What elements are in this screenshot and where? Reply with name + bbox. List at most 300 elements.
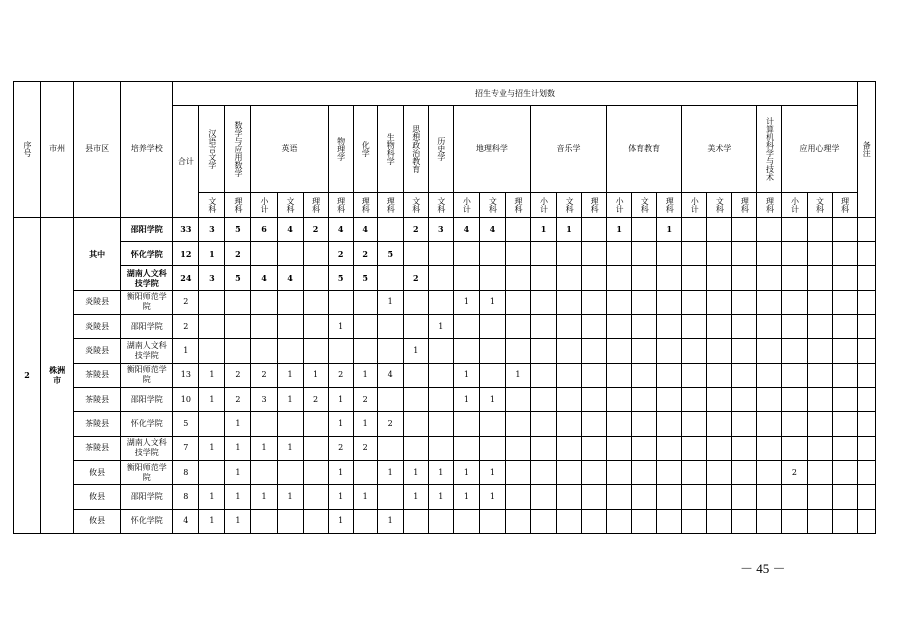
value-cell: 1: [353, 412, 377, 436]
value-cell: [682, 387, 707, 411]
value-cell: [632, 412, 657, 436]
value-cell: [832, 315, 857, 339]
value-cell: [582, 339, 607, 363]
value-cell: [707, 412, 732, 436]
value-cell: 5: [328, 266, 353, 290]
value-cell: 1: [225, 412, 251, 436]
value-cell: [632, 290, 657, 314]
value-cell: [303, 315, 328, 339]
table-row: [14, 460, 876, 484]
value-cell: 4: [377, 363, 403, 387]
value-cell: [832, 339, 857, 363]
value-cell: [782, 387, 807, 411]
value-cell: [757, 363, 782, 387]
value-cell: [557, 436, 582, 460]
table-row: [14, 315, 876, 339]
header-major: 物理学: [328, 106, 353, 193]
value-cell: [530, 242, 556, 266]
value-cell: [557, 315, 582, 339]
value-cell: [807, 217, 832, 241]
value-cell: [251, 242, 277, 266]
remark-cell: [857, 485, 875, 509]
value-cell: [505, 290, 530, 314]
value-cell: [251, 290, 277, 314]
school-cell: 湖南人文科技学院: [121, 339, 173, 363]
value-cell: [530, 485, 556, 509]
remark-cell: [857, 290, 875, 314]
value-cell: [632, 217, 657, 241]
county-cell: 炎陵县: [74, 290, 121, 314]
value-cell: 5: [377, 242, 403, 266]
value-cell: 1: [453, 363, 479, 387]
value-cell: [479, 266, 505, 290]
value-cell: 1: [377, 290, 403, 314]
value-cell: [832, 387, 857, 411]
value-cell: [632, 363, 657, 387]
value-cell: [582, 460, 607, 484]
header-county: 县市区: [74, 82, 121, 218]
value-cell: [732, 217, 757, 241]
value-cell: [303, 290, 328, 314]
value-cell: [557, 387, 582, 411]
value-cell: [428, 266, 453, 290]
value-cell: 2: [377, 412, 403, 436]
value-cell: [707, 485, 732, 509]
value-cell: 1: [251, 485, 277, 509]
value-cell: [807, 436, 832, 460]
value-cell: [353, 339, 377, 363]
header-sub: 文科: [479, 193, 505, 217]
county-cell: 攸县: [74, 460, 121, 484]
value-cell: 1: [277, 485, 303, 509]
value-cell: [403, 436, 428, 460]
value-cell: [732, 412, 757, 436]
value-cell: 1: [403, 460, 428, 484]
value-cell: 1: [225, 509, 251, 533]
table-row: [14, 290, 876, 314]
value-cell: 1: [557, 217, 582, 241]
value-cell: [807, 363, 832, 387]
header-sub: 理科: [657, 193, 682, 217]
value-cell: [505, 387, 530, 411]
school-cell: 湖南人文科技学院: [121, 266, 173, 290]
value-cell: [377, 387, 403, 411]
header-sub: 小计: [782, 193, 807, 217]
value-cell: [707, 436, 732, 460]
remark-cell: [857, 412, 875, 436]
value-cell: [832, 412, 857, 436]
value-cell: [682, 509, 707, 533]
value-cell: [557, 339, 582, 363]
value-cell: [832, 266, 857, 290]
school-cell: 邵阳学院: [121, 485, 173, 509]
value-cell: [582, 509, 607, 533]
value-cell: [657, 436, 682, 460]
value-cell: 5: [173, 412, 199, 436]
school-cell: 邵阳学院: [121, 315, 173, 339]
value-cell: [303, 412, 328, 436]
value-cell: [225, 315, 251, 339]
value-cell: [582, 266, 607, 290]
value-cell: [782, 242, 807, 266]
value-cell: [682, 266, 707, 290]
county-cell: 炎陵县: [74, 315, 121, 339]
value-cell: 3: [428, 217, 453, 241]
value-cell: [303, 242, 328, 266]
remark-cell: [857, 266, 875, 290]
value-cell: [757, 315, 782, 339]
value-cell: 24: [173, 266, 199, 290]
header-remark: 备注: [857, 82, 875, 218]
value-cell: [807, 460, 832, 484]
group-city: 株洲市: [41, 217, 74, 533]
value-cell: 1: [453, 460, 479, 484]
table-row: [14, 363, 876, 387]
value-cell: [607, 266, 632, 290]
value-cell: [251, 509, 277, 533]
value-cell: [277, 412, 303, 436]
value-cell: [377, 436, 403, 460]
value-cell: [832, 460, 857, 484]
value-cell: 1: [328, 315, 353, 339]
value-cell: [632, 315, 657, 339]
value-cell: [557, 509, 582, 533]
value-cell: [807, 485, 832, 509]
value-cell: 1: [328, 460, 353, 484]
value-cell: [807, 412, 832, 436]
value-cell: [682, 363, 707, 387]
value-cell: [757, 290, 782, 314]
header-major: 思想政治教育: [403, 106, 428, 193]
header-major: 生物科学: [377, 106, 403, 193]
value-cell: [582, 242, 607, 266]
school-cell: 邵阳学院: [121, 387, 173, 411]
value-cell: [277, 242, 303, 266]
value-cell: [807, 266, 832, 290]
value-cell: [657, 363, 682, 387]
value-cell: 1: [199, 509, 225, 533]
value-cell: [832, 485, 857, 509]
value-cell: [505, 436, 530, 460]
table-row: [14, 436, 876, 460]
header-sub: 理科: [377, 193, 403, 217]
county-cell: 炎陵县: [74, 339, 121, 363]
county-cell: 攸县: [74, 509, 121, 533]
header-major: 历史学: [428, 106, 453, 193]
value-cell: [505, 266, 530, 290]
school-cell: 衡阳师范学院: [121, 460, 173, 484]
value-cell: [505, 460, 530, 484]
header-major: 计算机科学与技术: [757, 106, 782, 193]
value-cell: 1: [328, 387, 353, 411]
value-cell: [530, 412, 556, 436]
value-cell: [682, 217, 707, 241]
value-cell: 2: [403, 266, 428, 290]
value-cell: [505, 339, 530, 363]
value-cell: [632, 485, 657, 509]
value-cell: [530, 460, 556, 484]
value-cell: 13: [173, 363, 199, 387]
value-cell: [657, 460, 682, 484]
value-cell: [505, 242, 530, 266]
school-cell: 湖南人文科技学院: [121, 436, 173, 460]
value-cell: [530, 509, 556, 533]
value-cell: 1: [328, 509, 353, 533]
value-cell: 1: [479, 387, 505, 411]
value-cell: 1: [479, 460, 505, 484]
value-cell: [582, 290, 607, 314]
value-cell: [732, 339, 757, 363]
value-cell: [353, 315, 377, 339]
value-cell: 2: [225, 387, 251, 411]
value-cell: 4: [277, 217, 303, 241]
header-sub: 文科: [807, 193, 832, 217]
value-cell: 2: [251, 363, 277, 387]
value-cell: [582, 412, 607, 436]
value-cell: [199, 290, 225, 314]
value-cell: 2: [353, 387, 377, 411]
table-row: [14, 387, 876, 411]
value-cell: [682, 460, 707, 484]
value-cell: [582, 363, 607, 387]
value-cell: [428, 363, 453, 387]
value-cell: [682, 339, 707, 363]
value-cell: [428, 339, 453, 363]
value-cell: [707, 315, 732, 339]
value-cell: 1: [479, 290, 505, 314]
value-cell: [807, 290, 832, 314]
value-cell: [682, 290, 707, 314]
value-cell: [732, 436, 757, 460]
value-cell: [682, 242, 707, 266]
value-cell: 1: [199, 242, 225, 266]
county-cell: 茶陵县: [74, 412, 121, 436]
value-cell: [403, 242, 428, 266]
county-cell: 茶陵县: [74, 387, 121, 411]
header-sub: 小计: [607, 193, 632, 217]
value-cell: 2: [225, 363, 251, 387]
value-cell: [607, 363, 632, 387]
remark-cell: [857, 242, 875, 266]
value-cell: [377, 266, 403, 290]
value-cell: 1: [173, 339, 199, 363]
remark-cell: [857, 387, 875, 411]
value-cell: [782, 412, 807, 436]
value-cell: [657, 387, 682, 411]
header-major: 音乐学: [530, 106, 606, 193]
header-sub: 文科: [428, 193, 453, 217]
value-cell: [607, 387, 632, 411]
value-cell: [607, 315, 632, 339]
value-cell: [707, 460, 732, 484]
value-cell: 5: [353, 266, 377, 290]
header-sub: 理科: [353, 193, 377, 217]
value-cell: [303, 509, 328, 533]
value-cell: 1: [377, 460, 403, 484]
header-sub: 小计: [251, 193, 277, 217]
value-cell: 2: [353, 436, 377, 460]
value-cell: [757, 436, 782, 460]
table-row: [14, 485, 876, 509]
value-cell: [757, 217, 782, 241]
value-cell: [732, 485, 757, 509]
header-sub: 理科: [757, 193, 782, 217]
table-row: [14, 217, 876, 241]
value-cell: 1: [225, 436, 251, 460]
value-cell: [782, 290, 807, 314]
value-cell: [199, 315, 225, 339]
value-cell: [557, 266, 582, 290]
value-cell: 1: [403, 485, 428, 509]
value-cell: 1: [225, 460, 251, 484]
subtotal-label: 其中: [74, 217, 121, 290]
value-cell: 2: [303, 217, 328, 241]
value-cell: [707, 290, 732, 314]
value-cell: [707, 363, 732, 387]
value-cell: [807, 339, 832, 363]
header-school: 培养学校: [121, 82, 173, 218]
value-cell: [782, 315, 807, 339]
value-cell: [807, 242, 832, 266]
value-cell: [732, 460, 757, 484]
value-cell: 2: [353, 242, 377, 266]
value-cell: [353, 290, 377, 314]
value-cell: [707, 509, 732, 533]
value-cell: 4: [479, 217, 505, 241]
value-cell: [757, 387, 782, 411]
value-cell: [530, 387, 556, 411]
header-sub: 文科: [277, 193, 303, 217]
header-seq: 序号: [14, 82, 41, 218]
value-cell: [607, 339, 632, 363]
value-cell: 1: [353, 485, 377, 509]
header-sub: 文科: [707, 193, 732, 217]
value-cell: [251, 412, 277, 436]
value-cell: 33: [173, 217, 199, 241]
value-cell: [303, 436, 328, 460]
value-cell: [782, 485, 807, 509]
value-cell: [632, 436, 657, 460]
value-cell: 8: [173, 485, 199, 509]
value-cell: 1: [199, 436, 225, 460]
value-cell: 1: [453, 290, 479, 314]
header-sub: 文科: [632, 193, 657, 217]
value-cell: [453, 315, 479, 339]
header-sub: 理科: [732, 193, 757, 217]
value-cell: [428, 509, 453, 533]
header-row-group: [14, 82, 876, 106]
value-cell: 1: [277, 387, 303, 411]
value-cell: [607, 436, 632, 460]
school-cell: 邵阳学院: [121, 217, 173, 241]
value-cell: [732, 315, 757, 339]
value-cell: 2: [403, 217, 428, 241]
value-cell: [303, 460, 328, 484]
value-cell: 1: [479, 485, 505, 509]
value-cell: [453, 509, 479, 533]
value-cell: 2: [328, 436, 353, 460]
value-cell: 2: [173, 290, 199, 314]
value-cell: 7: [173, 436, 199, 460]
value-cell: [479, 509, 505, 533]
header-sub: 文科: [557, 193, 582, 217]
value-cell: [353, 509, 377, 533]
value-cell: 1: [428, 460, 453, 484]
remark-cell: [857, 436, 875, 460]
value-cell: 1: [530, 217, 556, 241]
value-cell: 2: [328, 363, 353, 387]
value-cell: [277, 460, 303, 484]
value-cell: 4: [251, 266, 277, 290]
value-cell: [530, 436, 556, 460]
value-cell: 3: [251, 387, 277, 411]
value-cell: 3: [199, 266, 225, 290]
value-cell: [428, 290, 453, 314]
value-cell: [479, 315, 505, 339]
table-row: [14, 412, 876, 436]
value-cell: [757, 509, 782, 533]
value-cell: [530, 290, 556, 314]
value-cell: 1: [251, 436, 277, 460]
value-cell: [832, 363, 857, 387]
value-cell: [251, 339, 277, 363]
value-cell: [403, 315, 428, 339]
value-cell: 4: [328, 217, 353, 241]
value-cell: [682, 315, 707, 339]
value-cell: [557, 412, 582, 436]
remark-cell: [857, 460, 875, 484]
value-cell: [632, 460, 657, 484]
value-cell: 5: [225, 217, 251, 241]
header-sub: 理科: [582, 193, 607, 217]
value-cell: [453, 266, 479, 290]
remark-cell: [857, 363, 875, 387]
value-cell: [632, 242, 657, 266]
value-cell: [403, 363, 428, 387]
value-cell: [403, 387, 428, 411]
remark-cell: [857, 339, 875, 363]
value-cell: [782, 436, 807, 460]
value-cell: [707, 266, 732, 290]
value-cell: [557, 363, 582, 387]
value-cell: [277, 315, 303, 339]
value-cell: [657, 266, 682, 290]
value-cell: 12: [173, 242, 199, 266]
group-seq: 2: [14, 217, 41, 533]
value-cell: [428, 412, 453, 436]
value-cell: [403, 412, 428, 436]
value-cell: 3: [199, 217, 225, 241]
value-cell: [479, 412, 505, 436]
value-cell: [657, 509, 682, 533]
value-cell: [428, 387, 453, 411]
value-cell: [732, 242, 757, 266]
value-cell: [303, 266, 328, 290]
value-cell: [530, 315, 556, 339]
value-cell: [832, 290, 857, 314]
header-sub: 小计: [682, 193, 707, 217]
value-cell: [505, 509, 530, 533]
value-cell: [453, 242, 479, 266]
value-cell: [682, 436, 707, 460]
value-cell: [657, 485, 682, 509]
value-cell: 1: [657, 217, 682, 241]
header-major: 英语: [251, 106, 328, 193]
value-cell: [251, 315, 277, 339]
value-cell: [807, 387, 832, 411]
value-cell: [732, 509, 757, 533]
value-cell: [377, 485, 403, 509]
